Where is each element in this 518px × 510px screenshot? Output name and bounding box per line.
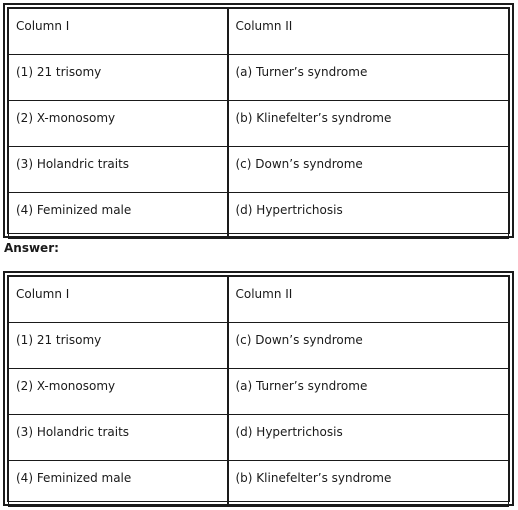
column-ii-cell: (a) Turner’s syndrome: [228, 55, 509, 101]
answer-match-table: [3, 271, 514, 506]
table-row: [9, 193, 509, 239]
table-row: [9, 461, 509, 507]
column-ii-cell: (d) Hypertrichosis: [228, 193, 509, 239]
column-i-cell: (1) 21 trisomy: [9, 55, 228, 101]
table-row: [9, 323, 509, 369]
table-row: [9, 147, 509, 193]
column-ii-cell: (a) Turner’s syndrome: [228, 369, 509, 415]
table-row: [9, 415, 509, 461]
table-row: [9, 55, 509, 101]
table-header-row: [9, 9, 509, 55]
column-i-cell: (2) X-monosomy: [9, 369, 228, 415]
column-i-cell: (1) 21 trisomy: [9, 323, 228, 369]
column-ii-cell: (c) Down’s syndrome: [228, 323, 509, 369]
question-match-table: [3, 3, 514, 238]
table-row: [9, 101, 509, 147]
column-i-header: Column I: [9, 277, 228, 323]
column-i-cell: (4) Feminized male: [9, 461, 228, 507]
column-ii-cell: (b) Klinefelter’s syndrome: [228, 101, 509, 147]
column-i-header: Column I: [9, 9, 228, 55]
column-ii-cell: (b) Klinefelter’s syndrome: [228, 461, 509, 507]
column-i-cell: (3) Holandric traits: [9, 147, 228, 193]
column-ii-header: Column II: [228, 9, 509, 55]
table-header-row: [9, 277, 509, 323]
column-i-cell: (2) X-monosomy: [9, 101, 228, 147]
table-row: [9, 369, 509, 415]
column-ii-header: Column II: [228, 277, 509, 323]
column-i-cell: (4) Feminized male: [9, 193, 228, 239]
answer-heading: Answer:: [4, 241, 59, 255]
column-i-cell: (3) Holandric traits: [9, 415, 228, 461]
column-ii-cell: (d) Hypertrichosis: [228, 415, 509, 461]
column-ii-cell: (c) Down’s syndrome: [228, 147, 509, 193]
